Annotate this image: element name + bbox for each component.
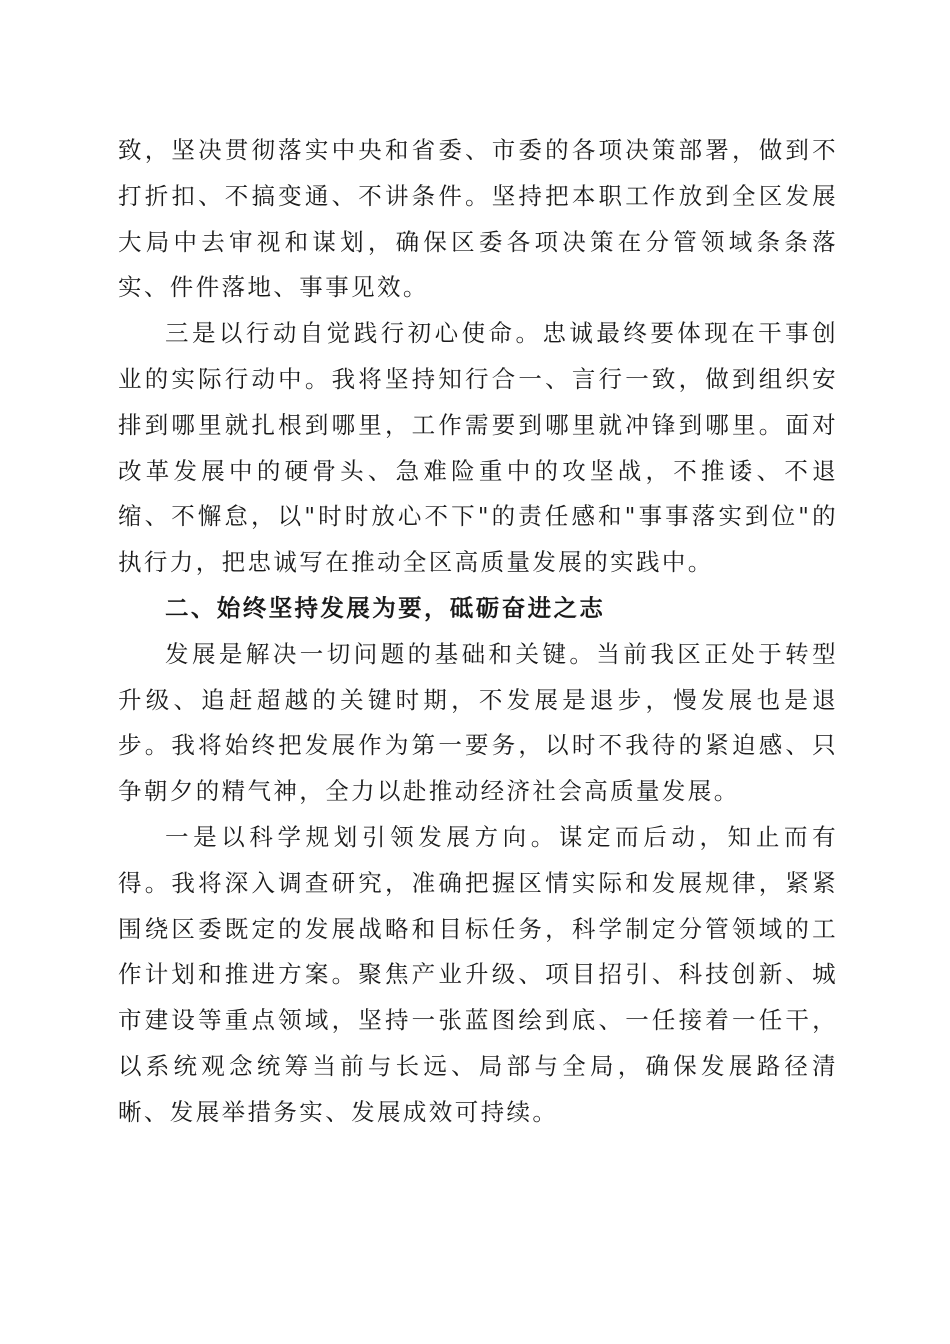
paragraph-scientific-planning: 一是以科学规划引领发展方向。谋定而后动，知止而有得。我将深入调查研究，准确把握区情实际和发展规律，紧紧围绕区委既定的发展战略和目标任务，科学制定分管领域的工作计划和推进方案。聚焦产业升级、项目招引、科技创新、城市建设等重点领域，坚持一张蓝图绘到底、一任接着一任干，以系统观念统筹当前与长远、局部与全局，确保发展路径清晰、发展举措务实、发展成效可持续。 bbox=[118, 822, 838, 1126]
section-heading-development: 二、始终坚持发展为要，砥砺奋进之志 bbox=[165, 593, 606, 622]
paragraph-continuation: 致，坚决贯彻落实中央和省委、市委的各项决策部署，做到不打折扣、不搞变通、不讲条件。坚持把本职工作放到全区发展大局中去审视和谋划，确保区委各项决策在分管领域条条落实、件件落地、事事见效。 bbox=[118, 136, 838, 302]
document-body bbox=[118, 128, 838, 1136]
paragraph-development-intro: 发展是解决一切问题的基础和关键。当前我区正处于转型升级、追赶超越的关键时期，不发展是退步，慢发展也是退步。我将始终把发展作为第一要务，以时不我待的紧迫感、只争朝夕的精气神，全力以赴推动经济社会高质量发展。 bbox=[118, 639, 838, 806]
paragraph-action-practice: 三是以行动自觉践行初心使命。忠诚最终要体现在干事创业的实际行动中。我将坚持知行合一、言行一致，做到组织安排到哪里就扎根到哪里，工作需要到哪里就冲锋到哪里。面对改革发展中的硬骨头、急难险重中的攻坚战，不推诿、不退缩、不懈怠，以"时时放心不下"的责任感和"事事落实到位"的执行力，把忠诚写在推动全区高质量发展的实践中。 bbox=[118, 319, 838, 577]
